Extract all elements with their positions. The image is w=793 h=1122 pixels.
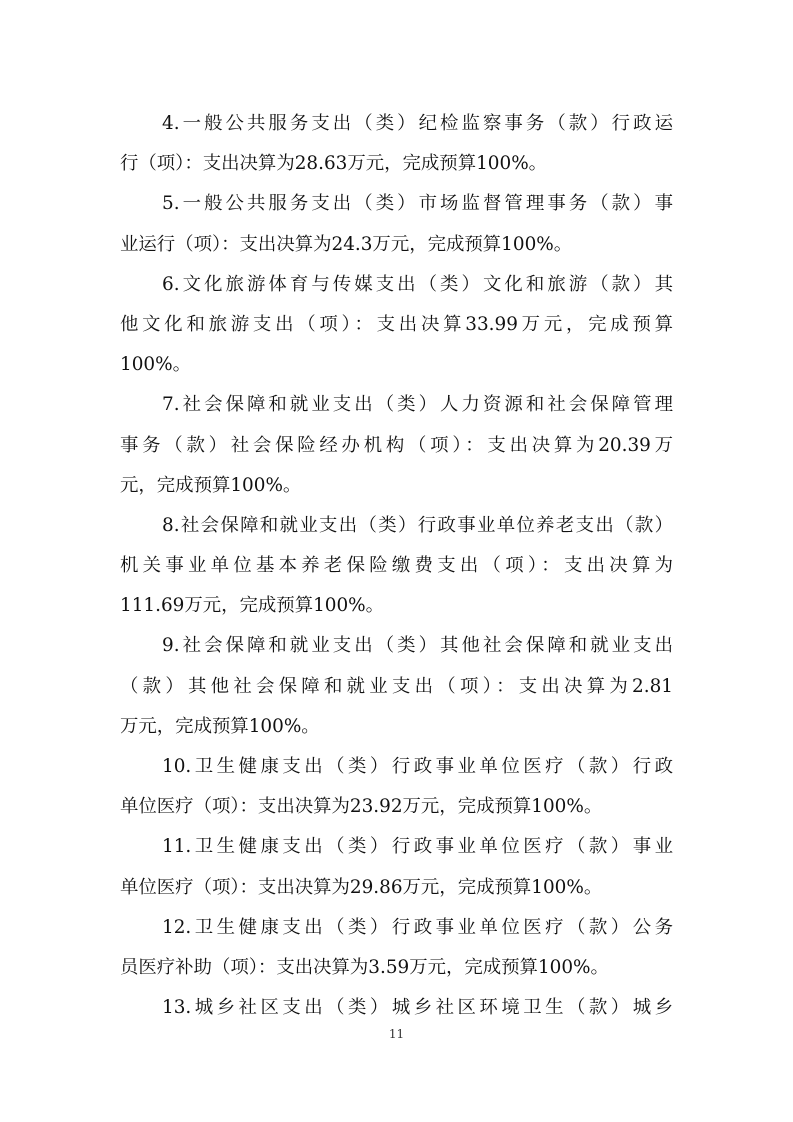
paragraph bbox=[120, 184, 673, 264]
text-line: 4.一般公共服务支出（类）纪检监察事务（款）行政运 bbox=[162, 113, 673, 134]
text-line: 事务（款）社会保险经办机构（项）：支出决算为20.39万 bbox=[120, 434, 673, 456]
text-line: 11.卫生健康支出（类）行政事业单位医疗（款）事业 bbox=[162, 836, 673, 858]
paragraph bbox=[120, 908, 673, 988]
paragraph bbox=[120, 385, 673, 506]
text-line: 9.社会保障和就业支出（类）其他社会保障和就业支出 bbox=[162, 635, 673, 657]
paragraph bbox=[120, 104, 673, 184]
paragraph bbox=[120, 747, 673, 827]
text-line: 员医疗补助（项）：支出决算为3.59万元，完成预算100%。 bbox=[120, 956, 609, 978]
text-line: （款）其他社会保障和就业支出（项）：支出决算为2.81 bbox=[120, 675, 673, 697]
text-line: 13.城乡社区支出（类）城乡社区环境卫生（款）城乡 bbox=[162, 997, 673, 1019]
text-line: 8.社会保障和就业支出（类）行政事业单位养老支出（款） bbox=[162, 514, 673, 536]
text-line: 他文化和旅游支出（项）：支出决算33.99万元，完成预算 bbox=[120, 313, 673, 335]
paragraph bbox=[120, 988, 673, 1028]
text-line: 行（项）：支出决算为28.63万元，完成预算100%。 bbox=[120, 153, 548, 175]
document-body bbox=[120, 104, 673, 1028]
paragraph bbox=[120, 626, 673, 747]
text-line: 万元，完成预算100%。 bbox=[120, 715, 320, 737]
text-line: 元，完成预算100%。 bbox=[120, 474, 302, 496]
text-line: 111.69万元，完成预算100%。 bbox=[120, 595, 385, 617]
text-line: 5.一般公共服务支出（类）市场监督管理事务（款）事 bbox=[162, 193, 673, 215]
text-line: 7.社会保障和就业支出（类）人力资源和社会保障管理 bbox=[162, 394, 673, 416]
paragraph bbox=[120, 506, 673, 627]
text-line: 机关事业单位基本养老保险缴费支出（项）：支出决算为 bbox=[120, 555, 673, 577]
text-line: 10.卫生健康支出（类）行政事业单位医疗（款）行政 bbox=[162, 756, 673, 777]
text-line: 单位医疗（项）：支出决算为23.92万元，完成预算100%。 bbox=[120, 796, 603, 818]
text-line: 业运行（项）：支出决算为24.3万元，完成预算100%。 bbox=[120, 233, 573, 255]
page-number: 11 bbox=[388, 1027, 405, 1041]
text-line: 6.文化旅游体育与传媒支出（类）文化和旅游（款）其 bbox=[162, 273, 673, 295]
text-line: 100%。 bbox=[120, 354, 191, 376]
paragraph bbox=[120, 827, 673, 907]
paragraph bbox=[120, 265, 673, 386]
text-line: 单位医疗（项）：支出决算为29.86万元，完成预算100%。 bbox=[120, 876, 603, 898]
text-line: 12.卫生健康支出（类）行政事业单位医疗（款）公务 bbox=[162, 916, 673, 938]
